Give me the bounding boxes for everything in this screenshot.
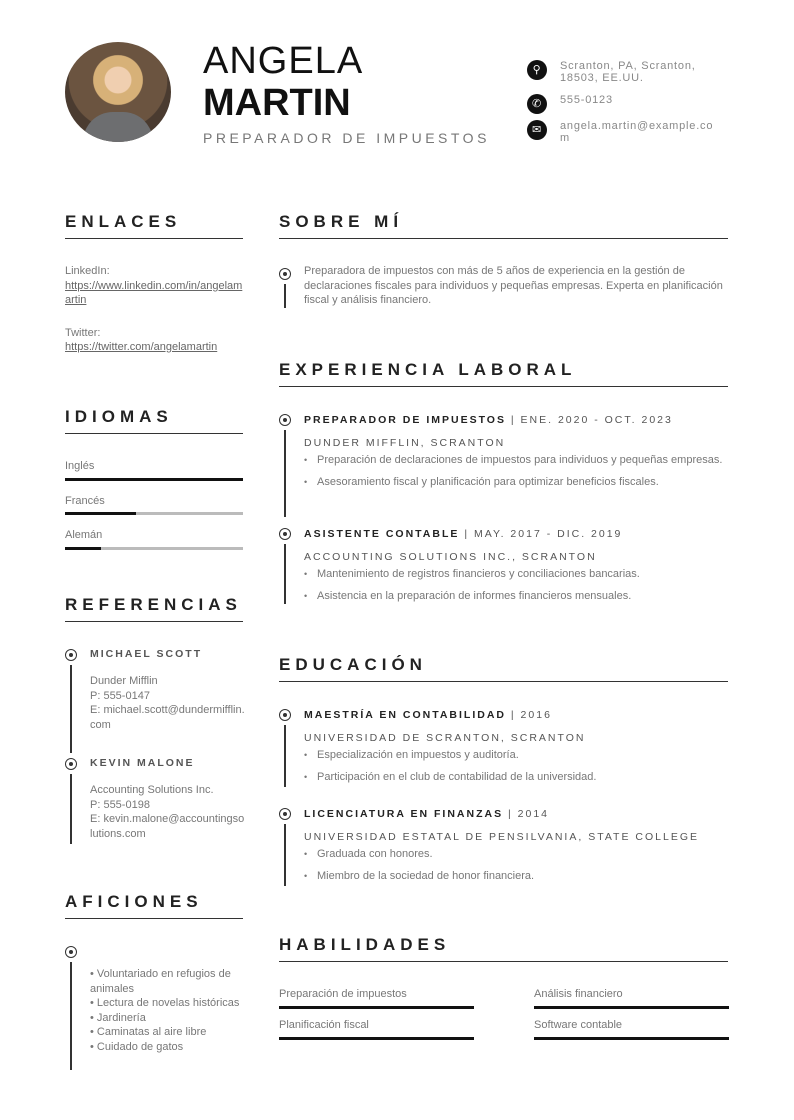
contact-email: ✉ angela.martin@example.com (527, 120, 727, 144)
links-list: LinkedIn: https://www.linkedin.com/in/angelamartin Twitter: https://twitter.com/angelamartin (65, 265, 243, 353)
first-name: ANGELA (203, 40, 364, 82)
mail-icon: ✉ (527, 120, 547, 140)
timeline-dot-icon (65, 758, 77, 770)
hobbies-heading: AFICIONES (65, 892, 243, 919)
degree-bullets: • Graduada con honores. • Miembro de la sociedad de honor financiera. (304, 847, 724, 890)
references-heading: REFERENCIAS (65, 595, 243, 622)
timeline-dot-icon (65, 649, 77, 661)
job-bullets: • Preparación de declaraciones de impuestos para individuos y pequeñas empresas. • Asesoramiento fiscal y planificación para optimizar beneficios fiscales. (304, 453, 724, 496)
timeline-dot-icon (279, 709, 291, 721)
reference-details: Dunder Mifflin P: 555-0147 E: michael.scott@dundermifflin.com (90, 675, 245, 731)
degree-title: MAESTRÍA EN CONTABILIDAD | 2016 (304, 709, 552, 721)
contact-phone: ✆ 555-0123 (527, 94, 727, 114)
skill-item: Planificación fiscal (279, 1019, 474, 1040)
skills-heading: HABILIDADES (279, 935, 728, 962)
education-heading: EDUCACIÓN (279, 655, 728, 682)
reference-name: KEVIN MALONE (90, 757, 195, 769)
contact-address: ⚲ Scranton, PA, Scranton, 18503, EE.UU. (527, 60, 727, 84)
reference-name: MICHAEL SCOTT (90, 648, 203, 660)
school-name: UNIVERSIDAD DE SCRANTON, SCRANTON (304, 732, 586, 744)
linkedin-link[interactable]: https://www.linkedin.com/in/angelamartin (65, 279, 243, 306)
hobbies-list: • Voluntariado en refugios de animales • Lectura de novelas históricas • Jardinería • Caminatas al aire libre • Cuidado de gatos (90, 968, 240, 1053)
degree-bullets: • Especialización en impuestos y auditoría. • Participación en el club de contabilidad de la universidad. (304, 748, 724, 791)
timeline-dot-icon (279, 528, 291, 540)
job-title: ASISTENTE CONTABLE | MAY. 2017 - DIC. 2019 (304, 528, 623, 540)
timeline-dot-icon (279, 414, 291, 426)
location-icon: ⚲ (527, 60, 547, 80)
job-bullets: • Mantenimiento de registros financieros y conciliaciones bancarias. • Asistencia en la preparación de informes financieros mensuales. (304, 567, 724, 610)
skill-item: Software contable (534, 1019, 729, 1040)
job-title: PREPARADOR DE IMPUESTOS (203, 130, 490, 146)
timeline-dot-icon (279, 808, 291, 820)
reference-details: Accounting Solutions Inc. P: 555-0198 E: kevin.malone@accountingsolutions.com (90, 784, 245, 840)
job-title: PREPARADOR DE IMPUESTOS | ENE. 2020 - OCT. 2023 (304, 414, 673, 426)
degree-title: LICENCIATURA EN FINANZAS | 2014 (304, 808, 549, 820)
skill-item: Análisis financiero (534, 988, 729, 1009)
twitter-link[interactable]: https://twitter.com/angelamartin (65, 341, 218, 353)
job-company: ACCOUNTING SOLUTIONS INC., SCRANTON (304, 551, 597, 563)
skill-item: Preparación de impuestos (279, 988, 474, 1009)
about-heading: SOBRE MÍ (279, 212, 728, 239)
experience-heading: EXPERIENCIA LABORAL (279, 360, 728, 387)
languages-heading: IDIOMAS (65, 407, 243, 434)
job-company: DUNDER MIFFLIN, SCRANTON (304, 437, 506, 449)
language-item: Inglés (65, 459, 243, 481)
timeline-dot-icon (279, 268, 291, 280)
about-text: Preparadora de impuestos con más de 5 años de experiencia en la gestión de declaraciones fiscales para individuos y pequeñas empresas. Experta en planificación fiscal y análisis financiero. (304, 265, 723, 306)
languages-list (65, 459, 243, 550)
language-item: Alemán (65, 528, 243, 550)
phone-icon: ✆ (527, 94, 547, 114)
last-name: MARTIN (203, 82, 351, 124)
profile-photo (65, 42, 171, 142)
school-name: UNIVERSIDAD ESTATAL DE PENSILVANIA, STATE COLLEGE (304, 831, 699, 843)
links-heading: ENLACES (65, 212, 243, 239)
language-item: Francés (65, 494, 243, 516)
timeline-dot-icon (65, 946, 77, 958)
